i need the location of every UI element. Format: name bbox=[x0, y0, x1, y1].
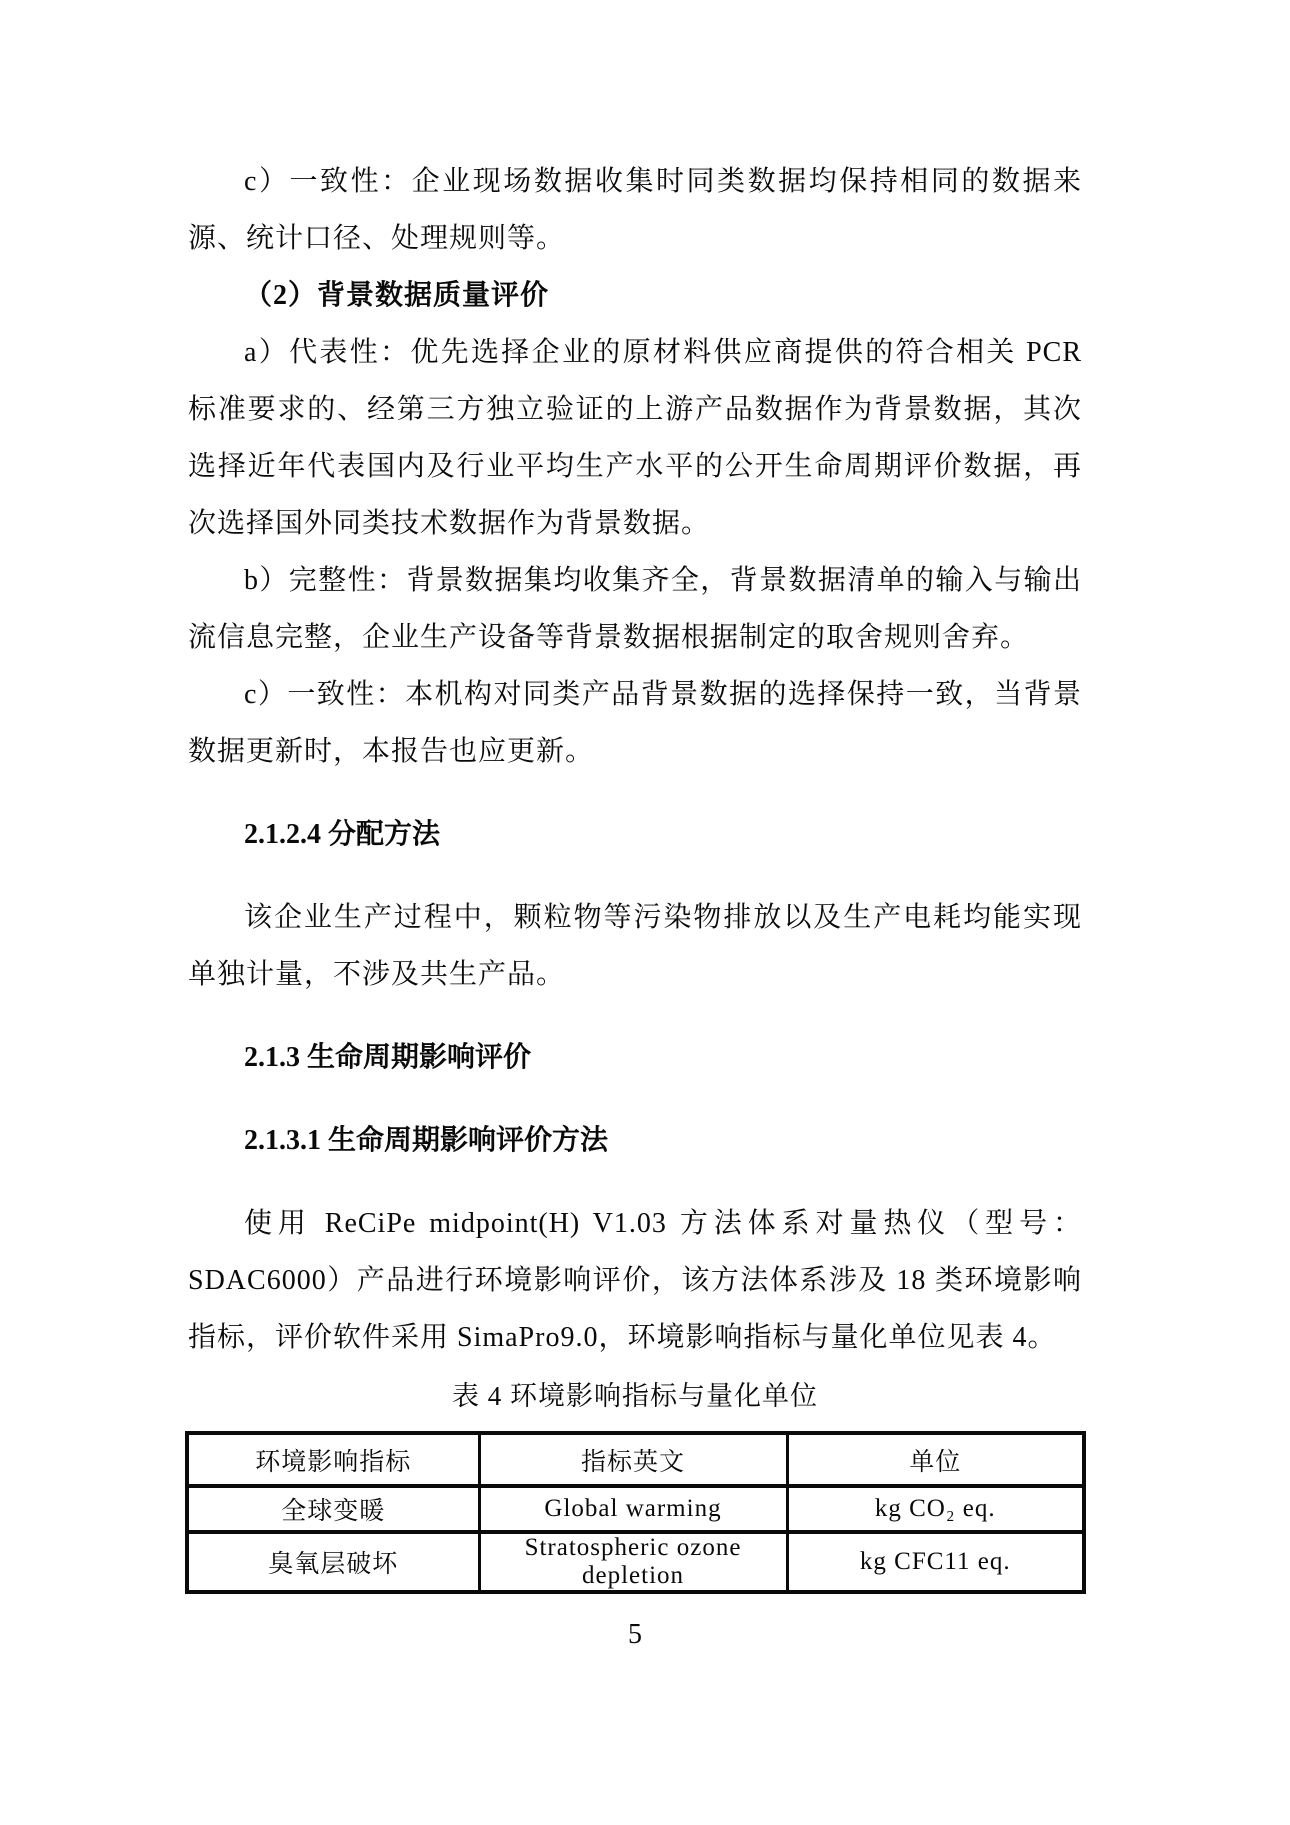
heading-lcia-method: 2.1.3.1 生命周期影响评价方法 bbox=[244, 1125, 609, 1156]
page-number: 5 bbox=[628, 1619, 642, 1650]
table-caption: 表 4 环境影响指标与量化单位 bbox=[452, 1381, 818, 1411]
cell-english-name: Stratospheric ozone depletion bbox=[479, 1532, 787, 1592]
cell-indicator: 全球变暖 bbox=[187, 1486, 479, 1532]
impact-indicators-table bbox=[185, 1431, 1086, 1594]
heading-allocation-method: 2.1.2.4 分配方法 bbox=[244, 819, 441, 850]
cell-unit: kg CO₂ eq. bbox=[787, 1486, 1084, 1532]
paragraph-representativeness: a）代表性：优先选择企业的原材料供应商提供的符合相关 PCR 标准要求的、经第三方独立验证的上游产品数据作为背景数据，其次选择近年代表国内及行业平均生产水平的公开生命周期评价数据，再次选择国外同类技术数据作为背景数据。 bbox=[188, 337, 1082, 539]
paragraph-allocation: 该企业生产过程中，颗粒物等污染物排放以及生产电耗均能实现单独计量，不涉及共生产品。 bbox=[188, 902, 1082, 990]
heading-background-data-quality: （2）背景数据质量评价 bbox=[244, 280, 550, 311]
header-indicator: 环境影响指标 bbox=[187, 1433, 479, 1486]
paragraph-completeness: b）完整性：背景数据集均收集齐全，背景数据清单的输入与输出流信息完整，企业生产设备等背景数据根据制定的取舍规则舍弃。 bbox=[188, 565, 1082, 653]
header-unit: 单位 bbox=[787, 1433, 1084, 1486]
cell-indicator: 臭氧层破坏 bbox=[187, 1532, 479, 1592]
paragraph-consistency-background-data: c）一致性：本机构对同类产品背景数据的选择保持一致，当背景数据更新时，本报告也应更新。 bbox=[188, 679, 1082, 767]
paragraph-recipe-method: 使用 ReCiPe midpoint(H) V1.03 方法体系对量热仪（型号：SDAC6000）产品进行环境影响评价，该方法体系涉及 18 类环境影响指标，评价软件采用 SimaPro9.0，环境影响指标与量化单位见表 4。 bbox=[188, 1208, 1082, 1353]
header-english-name: 指标英文 bbox=[479, 1433, 787, 1486]
table-header-row bbox=[187, 1433, 1084, 1486]
page-content bbox=[188, 153, 1082, 1663]
cell-english-name: Global warming bbox=[479, 1486, 787, 1532]
heading-lcia: 2.1.3 生命周期影响评价 bbox=[244, 1042, 532, 1073]
paragraph-consistency-field-data: c）一致性：企业现场数据收集时同类数据均保持相同的数据来源、统计口径、处理规则等。 bbox=[188, 166, 1082, 254]
cell-unit: kg CFC11 eq. bbox=[787, 1532, 1084, 1592]
table-row bbox=[187, 1486, 1084, 1532]
table-row bbox=[187, 1532, 1084, 1592]
